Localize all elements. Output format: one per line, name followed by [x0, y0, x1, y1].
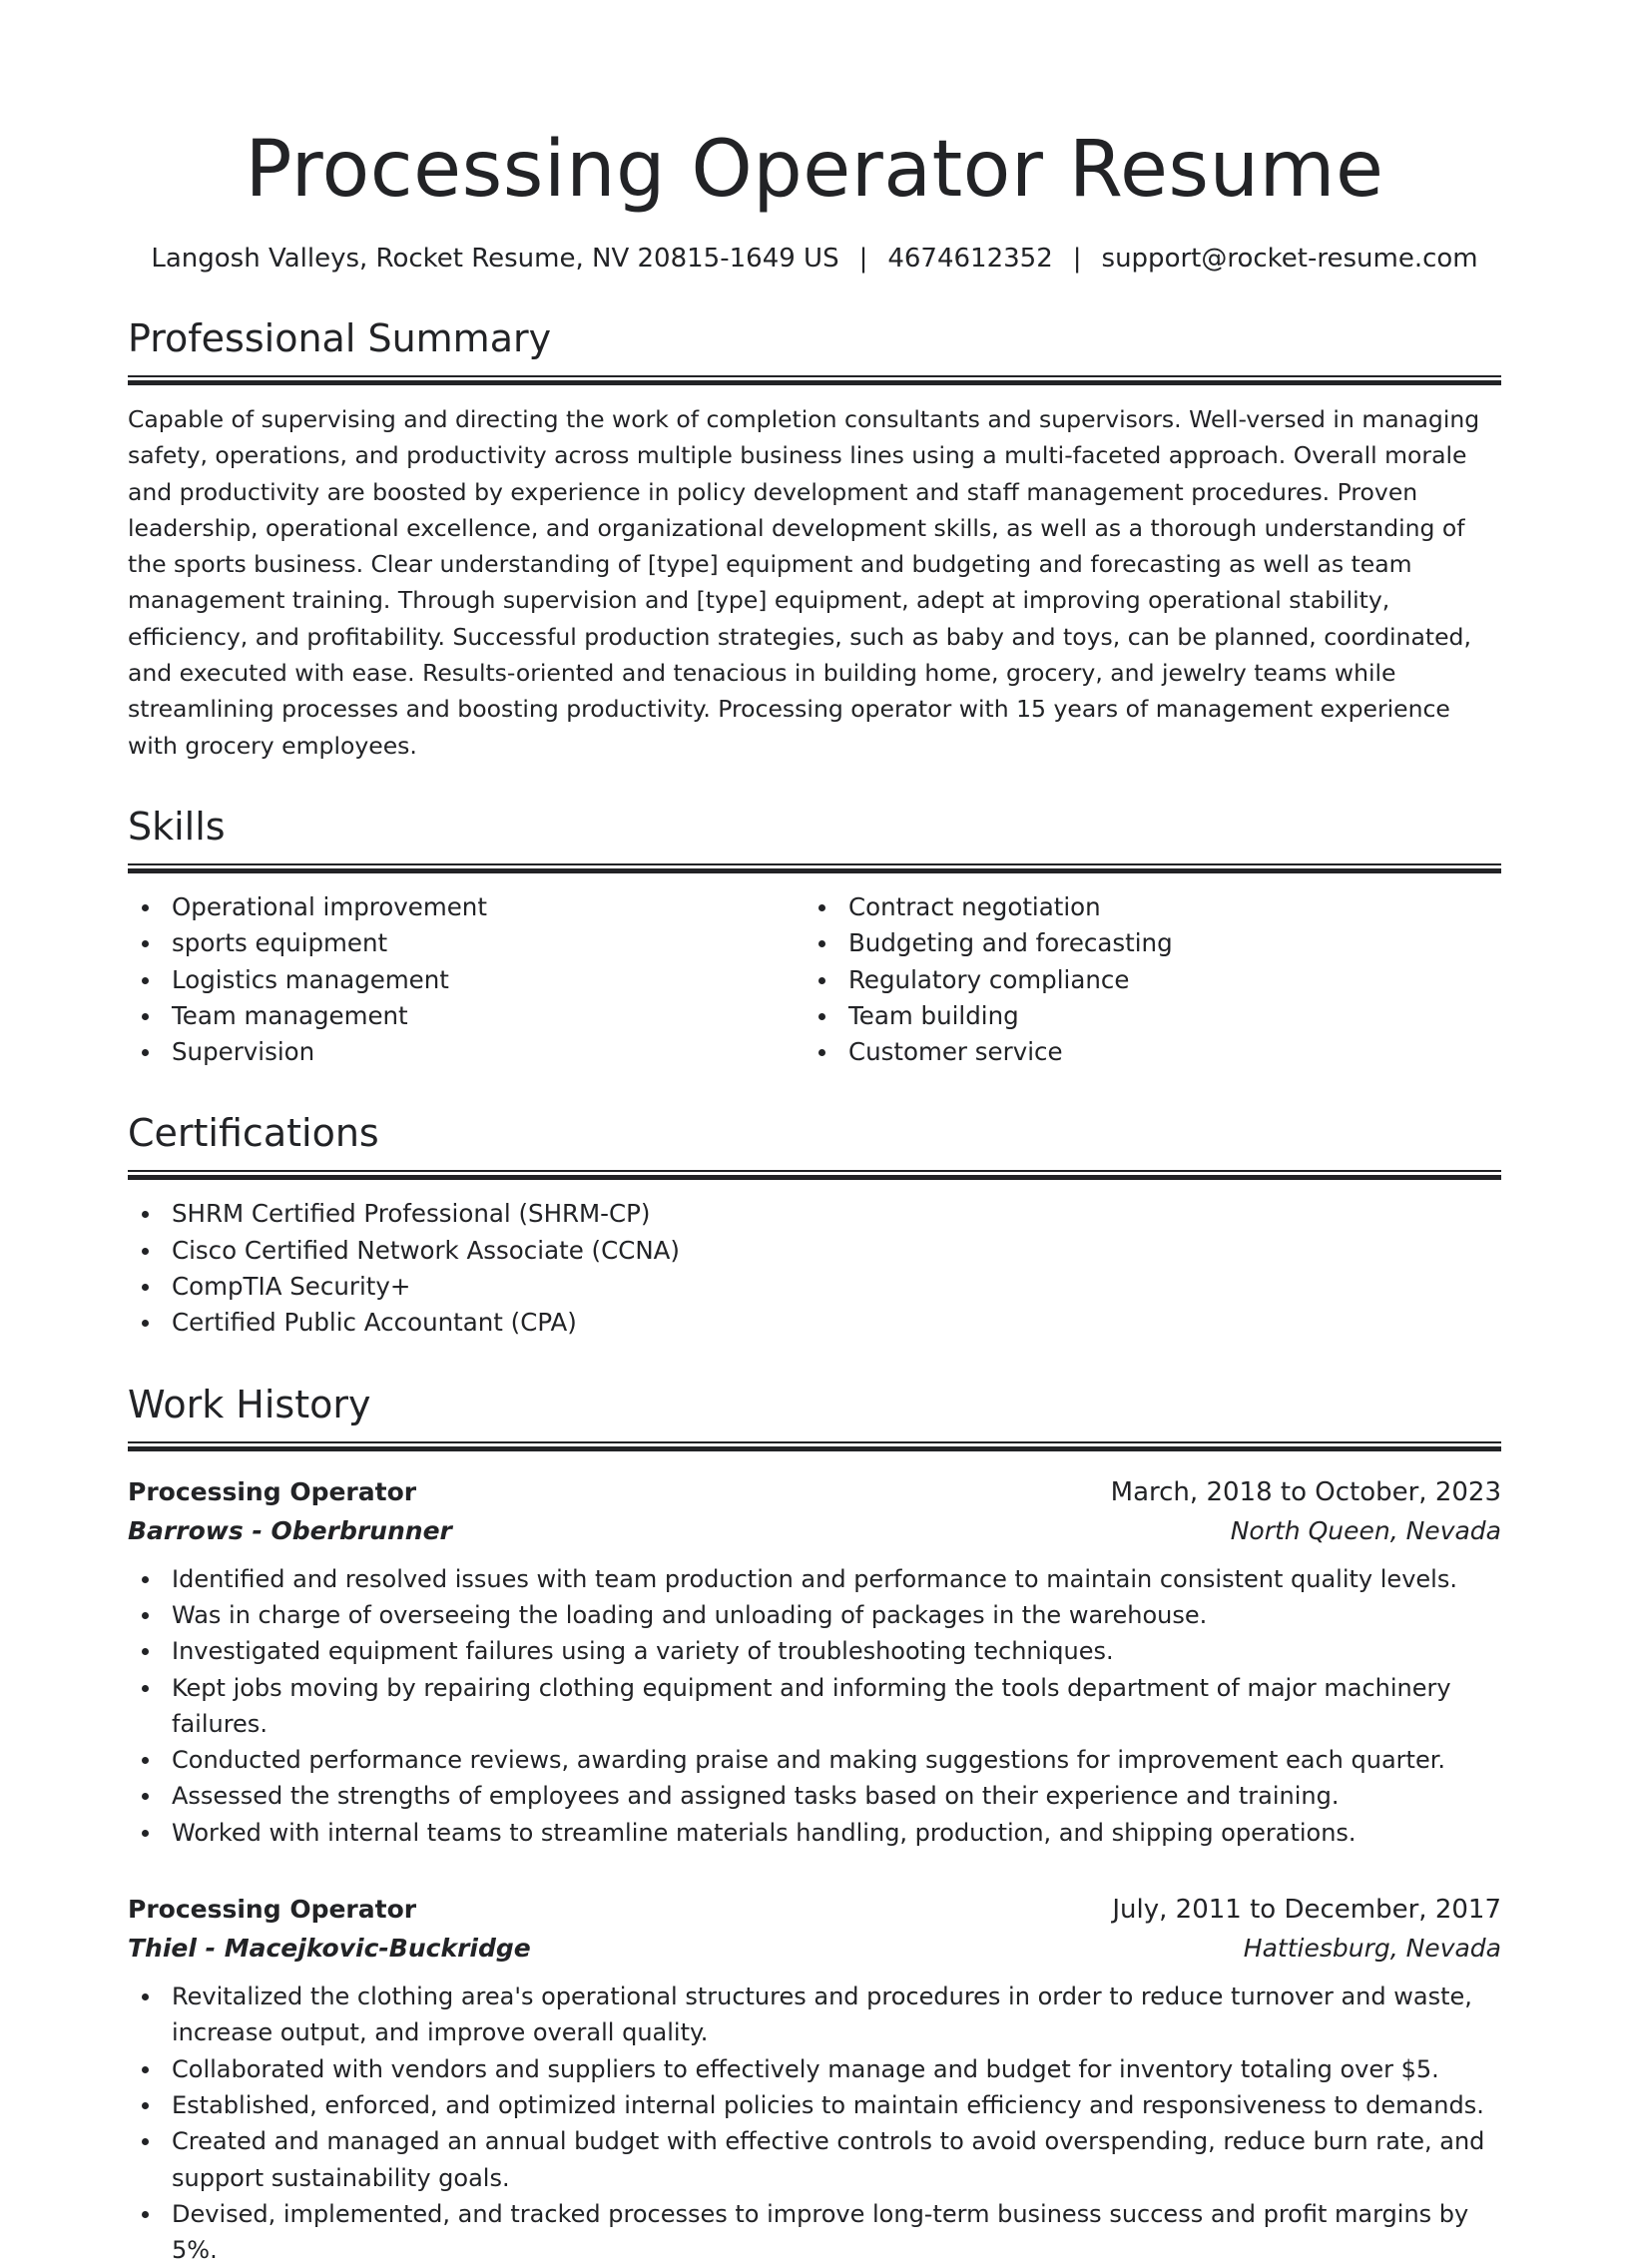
- contact-email: support@rocket-resume.com: [1101, 244, 1478, 274]
- section-divider: [128, 863, 1501, 873]
- job-bullet: Investigated equipment failures using a variety of troubleshooting techniques.: [128, 1633, 1501, 1669]
- job-bullet: Created and managed an annual budget with effective controls to avoid overspending, reduce burn rate, and support sustainability goals.: [128, 2123, 1501, 2196]
- job-bullet: Established, enforced, and optimized internal policies to maintain efficiency and responsiveness to demands.: [128, 2087, 1501, 2123]
- job-bullet: Revitalized the clothing area's operational structures and procedures in order to reduce turnover and waste, increase output, and improve overall quality.: [128, 1979, 1501, 2051]
- skill-item: Budgeting and forecasting: [805, 925, 1481, 961]
- section-divider: [128, 375, 1501, 385]
- summary-heading: Professional Summary: [128, 316, 552, 360]
- job-bullet: Devised, implemented, and tracked processes to improve long-term business success and profit margins by 5%.: [128, 2196, 1501, 2268]
- job-company: Thiel - Macejkovic-Buckridge: [128, 1934, 531, 1964]
- contact-separator: |: [1072, 244, 1082, 274]
- job-bullets: [128, 1561, 1501, 1851]
- skills-section: [128, 804, 1501, 1070]
- work-history-section: [128, 1382, 1501, 2268]
- contact-address: Langosh Valleys, Rocket Resume, NV 20815-1649 US: [151, 244, 839, 274]
- contact-phone: 4674612352: [887, 244, 1053, 274]
- summary-text: Capable of supervising and directing the work of completion consultants and supervisors. Well-versed in managing safety, operations, and productivity across multiple business lines using a multi-faceted approach. Overall morale and productivity are boosted by experience in policy development and staff management procedures. Proven leadership, operational excellence, and organizational development skills, as well as a thorough understanding of the sports business. Clear understanding of [type] equipment and budgeting and forecasting as well as team management training. Through supervision and [type] equipment, adept at improving operational stability, efficiency, and profitability. Successful production strategies, such as baby and toys, can be planned, coordinated, and executed with ease. Results-oriented and tenacious in building home, grocery, and jewelry teams while streamlining processes and boosting productivity. Processing operator with 15 years of management experience with grocery employees.: [128, 405, 1480, 760]
- work-history-heading: Work History: [128, 1382, 371, 1426]
- certifications-section: [128, 1110, 1501, 1341]
- contact-line: [128, 242, 1501, 276]
- job-bullet: Was in charge of overseeing the loading and unloading of packages in the warehouse.: [128, 1597, 1501, 1633]
- job-location: North Queen, Nevada: [1230, 1515, 1501, 1545]
- job-company: Barrows - Oberbrunner: [128, 1515, 452, 1545]
- job-bullet: Identified and resolved issues with team production and performance to maintain consistent quality levels.: [128, 1561, 1501, 1597]
- certification-item: Certified Public Accountant (CPA): [128, 1305, 1501, 1341]
- job-bullets: [128, 1979, 1501, 2268]
- job-entry: [128, 1473, 1501, 1851]
- certification-item: SHRM Certified Professional (SHRM-CP): [128, 1196, 1501, 1232]
- resume-title: Processing Operator Resume: [245, 125, 1384, 215]
- job-location: Hattiesburg, Nevada: [1243, 1934, 1501, 1964]
- skills-heading: Skills: [128, 804, 226, 849]
- job-dates: March, 2018 to October, 2023: [1110, 1476, 1501, 1507]
- skill-item: Contract negotiation: [805, 889, 1481, 925]
- job-bullet: Kept jobs moving by repairing clothing equipment and informing the tools department of major machinery failures.: [128, 1670, 1501, 1743]
- section-divider: [128, 1441, 1501, 1451]
- skill-item: Team building: [805, 998, 1481, 1034]
- certification-item: CompTIA Security+: [128, 1269, 1501, 1305]
- job-dates: July, 2011 to December, 2017: [1112, 1895, 1501, 1926]
- skill-item: Customer service: [805, 1034, 1481, 1070]
- summary-section: [128, 315, 1501, 764]
- job-title: Processing Operator: [128, 1476, 417, 1506]
- job-title: Processing Operator: [128, 1895, 417, 1925]
- skill-item: Regulatory compliance: [805, 962, 1481, 998]
- skill-item: Logistics management: [128, 962, 805, 998]
- job-bullet: Assessed the strengths of employees and assigned tasks based on their experience and training.: [128, 1778, 1501, 1814]
- section-divider: [128, 1170, 1501, 1180]
- skills-list-right: [805, 889, 1481, 1070]
- job-bullet: Worked with internal teams to streamline materials handling, production, and shipping operations.: [128, 1815, 1501, 1851]
- skills-columns: [128, 889, 1501, 1070]
- job-bullet: Collaborated with vendors and suppliers to effectively manage and budget for inventory totaling over $5.: [128, 2051, 1501, 2087]
- certification-item: Cisco Certified Network Associate (CCNA): [128, 1233, 1501, 1269]
- job-entry: [128, 1891, 1501, 2268]
- skill-item: Team management: [128, 998, 805, 1034]
- skills-list-left: [128, 889, 805, 1070]
- certifications-heading: Certifications: [128, 1111, 379, 1156]
- skill-item: sports equipment: [128, 925, 805, 961]
- contact-separator: |: [858, 244, 868, 274]
- skill-item: Supervision: [128, 1034, 805, 1070]
- certifications-list: [128, 1196, 1501, 1341]
- skill-item: Operational improvement: [128, 889, 805, 925]
- job-bullet: Conducted performance reviews, awarding praise and making suggestions for improvement each quarter.: [128, 1742, 1501, 1778]
